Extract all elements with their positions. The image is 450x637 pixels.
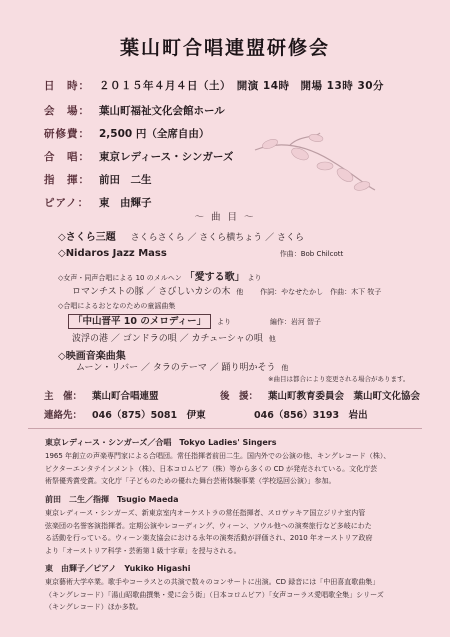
bio-heading-chorus: 東京レディース・シンガーズ／合唱 Tokyo Ladies' Singers: [45, 438, 277, 447]
info-value: 東京レディース・シンガーズ: [99, 151, 234, 163]
info-datetime: [44, 78, 384, 93]
program-highlight: 「愛する歌」: [184, 272, 245, 283]
info-value: 東 由輝子: [99, 197, 152, 209]
program-suffix: より: [216, 318, 231, 326]
program-item-shinpei: [58, 301, 175, 311]
program-credit: 作曲：Bob Chilcott: [279, 250, 344, 258]
program-item-aisuru-uta: [58, 268, 262, 283]
program-item-sakura: [58, 228, 304, 243]
info-label: 合 唱：: [44, 151, 90, 163]
info-value: ２０１５年４月４日（土） 開演 14時 開場 13時 30分: [99, 80, 385, 92]
bio-line: 東京レディース・シンガーズ、新東京室内オーケストラの常任指揮者、スロヴァキア国立ジリナ室内管: [45, 509, 366, 517]
program-item-shinpei-songs: [72, 331, 276, 344]
contact-phone-2: 046（856）3193 岩出: [254, 410, 368, 421]
contact-label: 連絡先：: [44, 410, 83, 421]
flyer-title: 葉山町合唱連盟研修会: [119, 37, 330, 59]
program-title: ◇映画音楽曲集: [58, 351, 126, 362]
host-label: 主 催：: [44, 391, 83, 402]
bio-line: （キングレコード）ほか多数。: [45, 603, 143, 611]
program-title: ◇Nidaros Jazz Mass: [58, 248, 167, 259]
program-etc: 他: [236, 288, 244, 296]
bio-line: ビクターエンタテインメント（株）、日本コロムビア（株）等から多くの CD が発売されている。文化庁芸: [45, 464, 378, 473]
bio-line: る活動を行っている。ウィーン楽友協会における永年の演奏活動が評価され、2010 年オーストリア政府: [45, 534, 373, 542]
info-label: ピアノ：: [44, 197, 90, 209]
program-item-nidaros: [58, 248, 343, 259]
program-title: ◇さくら三題: [58, 232, 116, 243]
info-value: 前田 二生: [99, 174, 152, 186]
cherry-blossom-illustration: [250, 130, 380, 200]
program-songs: ロマンチストの豚 ／ さびしいカシの木: [72, 287, 231, 297]
info-venue: [44, 103, 225, 118]
bio-text-chorus: [45, 450, 415, 488]
program-songs: 波浮の港 ／ ゴンドラの唄 ／ カチューシャの唄: [72, 334, 263, 344]
bio-line: 弦楽団の名誉客演指揮者。定期公演やレコーディング、ウィーン、ソウル他への演奏旅行など多岐にわた: [45, 521, 372, 530]
program-songs: ムーン・リバー ／ タラのテーマ ／ 踊り明かそう: [76, 363, 276, 373]
info-label: 日 時：: [44, 80, 90, 92]
bio-heading-conductor: 前田 二生／指揮 Tsugio Maeda: [45, 495, 179, 504]
sponsor-label: 後 援：: [220, 391, 259, 402]
info-fee: [44, 126, 209, 141]
divider: [28, 428, 422, 429]
program-item-shinpei-title: [68, 313, 321, 327]
program-intro: ◇女声・同声合唱による 10 のメルヘン: [58, 274, 182, 282]
program-intro: ◇合唱によるおとなのための童謡曲集: [58, 302, 176, 310]
info-label: 会 場：: [44, 105, 90, 117]
program-heading: ～ 曲 目 ～: [194, 212, 256, 223]
bio-line: 1965 年創立の声楽専門家による合唱団。常任指揮者前田二生。国内外での公演の他、キングレコード（株）、: [45, 452, 391, 460]
footer-contact-row: [44, 407, 368, 421]
bio-line: （キングレコード）「湯山昭歌曲撰集・愛に会う街」（日本コロムビア）「女声コーラス愛唱歌全集」シリーズ: [45, 590, 384, 599]
bio-line: 東京藝術大学卒業。歌手やコーラスとの共演で数々のコンサートに出演。CD 録音には「中田喜直歌曲集」: [45, 578, 380, 586]
footer-host-row: [44, 388, 420, 402]
program-credit: 編作：岩河 智子: [269, 318, 322, 326]
host-value: 葉山町合唱連盟: [92, 391, 159, 402]
info-value: 2,500 円（全席自由）: [99, 128, 210, 140]
bio-text-piano: [45, 576, 415, 614]
contact-phone-1: 046（875）5081 伊東: [92, 410, 206, 421]
sponsor-value: 葉山町教育委員会 葉山町文化協会: [268, 391, 421, 402]
info-value: 葉山町福祉文化会館ホール: [99, 105, 225, 117]
info-label: 研修費：: [44, 128, 90, 140]
program-etc: 他: [268, 335, 276, 343]
bio-heading-piano: 東 由輝子／ピアノ Yukiko Higashi: [45, 564, 191, 573]
info-chorus: [44, 149, 233, 164]
program-item-film-music-songs: [76, 360, 288, 373]
program-suffix: より: [247, 274, 262, 282]
info-conductor: [44, 172, 152, 187]
program-boxed-title: 「中山晋平 10 のメロディー」: [68, 314, 211, 329]
program-note: [268, 374, 409, 384]
bio-line: 術祭優秀賞受賞。文化庁「子どものための優れた舞台芸術体験事業（学校巡回公演）」参加。: [45, 477, 336, 485]
bio-line: より「オーストリア科学・芸術第１級十字章」を授与される。: [45, 546, 241, 555]
info-label: 指 揮：: [44, 174, 90, 186]
program-note-text: ※曲目は都合により変更される場合があります。: [268, 375, 410, 383]
program-etc: 他: [281, 364, 289, 372]
program-credit: 作詞：やなせたかし 作曲：木下 牧子: [260, 288, 382, 296]
info-piano: [44, 195, 152, 210]
bio-text-conductor: [45, 507, 415, 557]
program-songs: さくらさくら ／ さくら横ちょう ／ さくら: [130, 233, 305, 243]
program-item-aisuru-uta-songs: [72, 284, 381, 297]
